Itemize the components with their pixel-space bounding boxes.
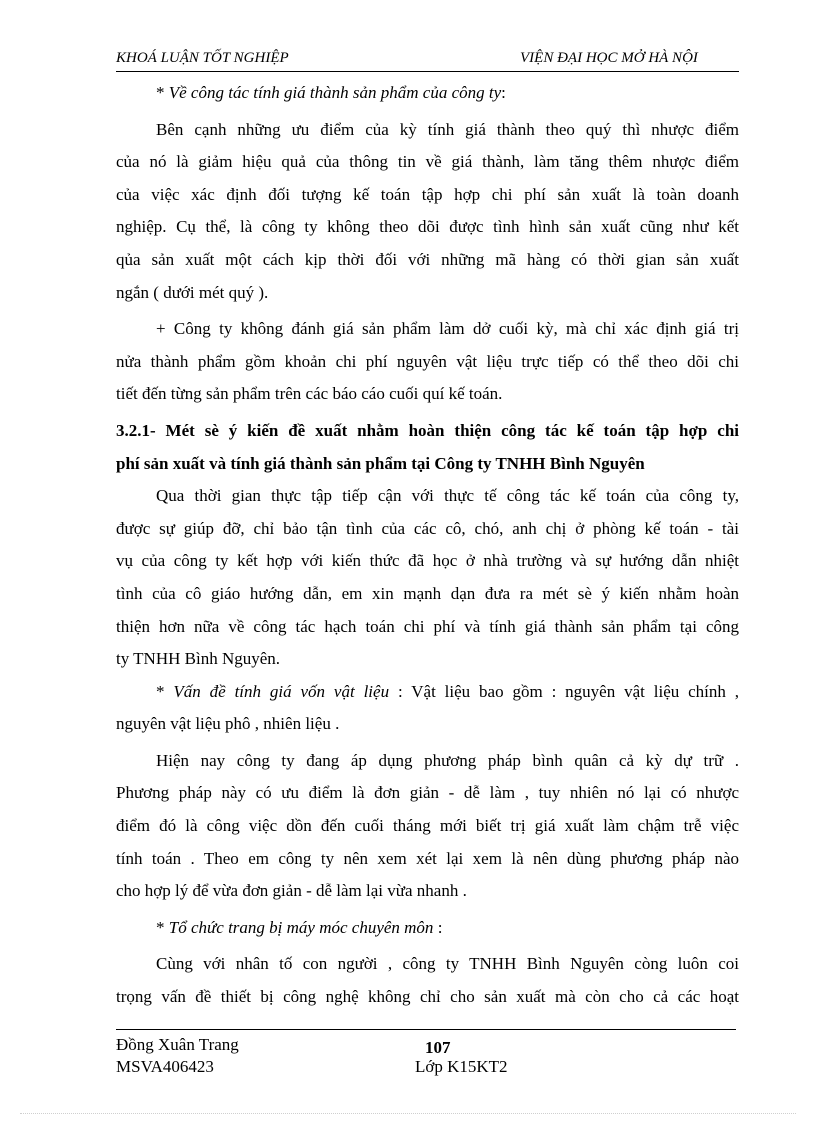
section-costing-title: * Về công tác tính giá thành sản phẩm của công ty: <box>156 83 506 102</box>
document-body <box>116 77 739 1014</box>
text-line: ngắn ( dưới mét quý ). <box>116 282 269 302</box>
page-edge-divider <box>20 1113 796 1114</box>
header-right: VIỆN ĐẠI HỌC MỞ HÀ NỘI <box>520 50 698 66</box>
paragraph-method <box>116 745 739 908</box>
footer-class: Lớp K15KT2 <box>415 1057 508 1076</box>
text-line: tình của cô giáo hướng dẫn, em xin mạnh dạn đưa ra mét sè ý kiến nhằm hoàn <box>116 583 739 603</box>
heading-line: phí sản xuất và tính giá thành sản phẩm tại Công ty TNHH Bình Nguyên <box>116 453 645 473</box>
page-header <box>116 47 739 72</box>
text-line: cho hợp lý để vừa đơn giản - dễ làm lại vừa nhanh . <box>116 881 467 901</box>
text-line: thiện hơn nữa về công tác hạch toán chi phí và tính giá thành sản phẩm tại công <box>116 616 739 636</box>
paragraph-costing <box>116 114 739 310</box>
paragraph-equipment <box>116 948 739 1013</box>
text-line: nửa thành phẩm gồm khoản chi phí nguyên vật liệu trực tiếp có thể theo dõi chi <box>116 351 739 371</box>
page-number: 107 <box>425 1038 451 1057</box>
text-line: nghiệp. Cụ thể, là công ty không theo dõi được tình hình sản xuất cũng như kết <box>116 217 739 237</box>
header-left: KHOÁ LUẬN TỐT NGHIỆP <box>116 50 289 66</box>
text-line: tính toán . Theo em công ty nên xem xét lại xem là nên dùng phương pháp nào <box>116 848 739 868</box>
text-line: của việc xác định đối tượng kế toán tập hợp chi phí sản xuất là toàn doanh <box>116 184 739 204</box>
heading-line: 3.2.1- Mét sè ý kiến đề xuất nhằm hoàn thiện công tác kế toán tập hợp chi <box>116 420 739 440</box>
text-line: Hiện nay công ty đang áp dụng phương pháp bình quân cả kỳ dự trữ . <box>156 750 739 770</box>
text-line: của nó là giảm hiệu quả của thông tin về giá thành, làm tăng thêm nhược điểm <box>116 152 739 172</box>
text-line: qủa sản xuất một cách kịp thời đối với những mã hàng có thời gian sản xuất <box>116 249 739 269</box>
section-equipment: * Tổ chức trang bị máy móc chuyên môn : <box>156 917 443 937</box>
text-line: điểm đó là công việc dồn đến cuối tháng mới biết trị giá xuất làm chậm trễ việc <box>116 816 739 836</box>
text-line: được sự giúp đỡ, chỉ bảo tận tình của các cô, chó, anh chị ở phòng kế toán - tài <box>116 518 739 538</box>
text-line: Qua thời gian thực tập tiếp cận với thực tế công tác kế toán của công ty, <box>156 486 739 506</box>
text-line: trọng vấn đề thiết bị công nghệ không chỉ cho sản xuất mà còn cho cả các hoạt <box>116 987 739 1007</box>
text-line: Bên cạnh những ưu điểm của kỳ tính giá thành theo quý thì nhược điểm <box>156 119 739 139</box>
text-line: + Công ty không đánh giá sản phẩm làm dở cuối kỳ, mà chỉ xác định giá trị <box>156 319 739 339</box>
footer-author: Đồng Xuân Trang <box>116 1035 239 1054</box>
text-line: vụ của công ty kết hợp với kiến thức đã học ở nhà trường và sự hướng dẫn nhiệt <box>116 551 739 571</box>
text-line: ty TNHH Bình Nguyên. <box>116 649 281 669</box>
text-line: tiết đến từng sản phẩm trên các báo cáo cuối quí kế toán. <box>116 384 503 404</box>
section-heading-3-2-1 <box>116 415 739 480</box>
text-line: Cùng với nhân tố con người , công ty TNHH Bình Nguyên còng luôn coi <box>156 954 739 974</box>
footer-divider <box>116 1029 736 1030</box>
paragraph-internship <box>116 480 739 676</box>
text-line: Phương pháp này có ưu điểm là đơn giản - dễ làm , tuy nhiên nó lại có nhược <box>116 783 739 803</box>
text-line: nguyên vật liệu phô , nhiên liệu . <box>116 714 340 734</box>
paragraph-wip <box>116 313 739 411</box>
section-material-cost: * Vấn đề tính giá vốn vật liệu : Vật liệu bao gồm : nguyên vật liệu chính , <box>156 681 740 701</box>
footer-student-id: MSVA406423 <box>116 1057 214 1076</box>
